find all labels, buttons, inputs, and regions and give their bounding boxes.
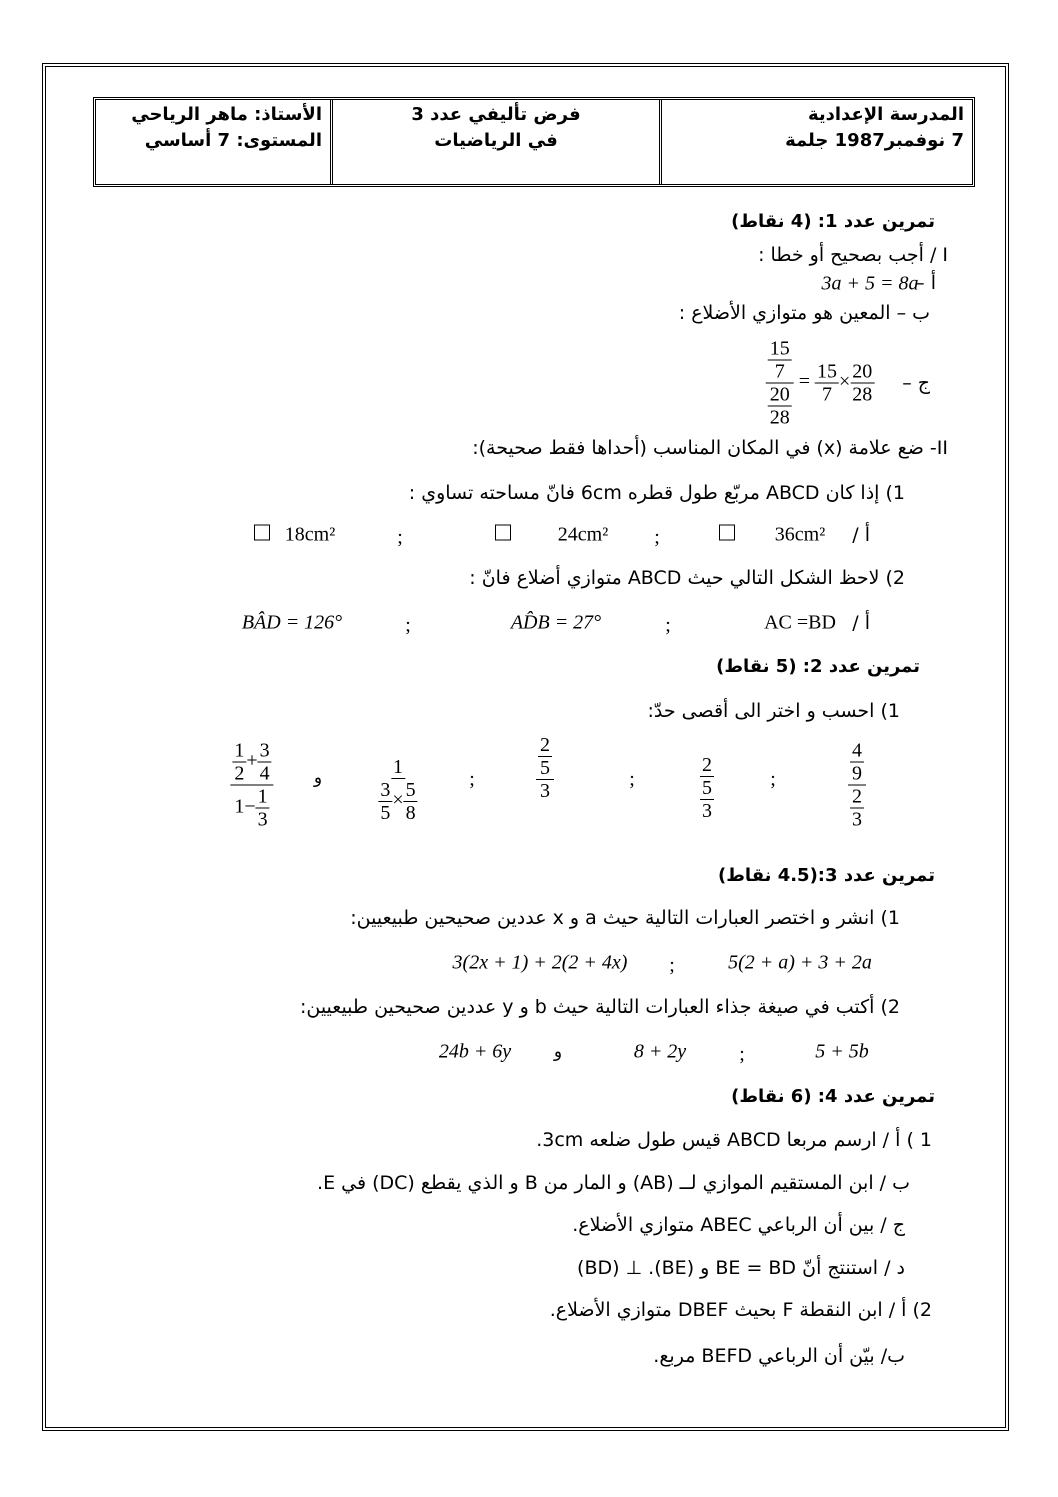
class-level: المستوى: 7 أساسي xyxy=(144,130,322,151)
fraction-2: $\frac{2}{\frac{5}{3}}$ xyxy=(702,754,712,822)
separator: ; xyxy=(469,768,475,791)
ex1-q1-label: أ / xyxy=(852,524,870,546)
ex2-q1: 1) احسب و اختر الى أقصى حدّ: xyxy=(647,700,900,722)
checkbox-24cm2[interactable] xyxy=(495,524,511,547)
ex1-q1: 1) إذا كان ABCD مربّع طول قطره 6cm فانّ مساحته تساوي : xyxy=(408,482,905,504)
ex1-c-label: ج – xyxy=(902,372,930,394)
expression: 3(2x + 1) + 2(2 + 4x) xyxy=(452,951,628,974)
checkbox-36cm2[interactable] xyxy=(719,524,735,547)
ex3-q1: 1) انشر و اختصر العبارات التالية حيث a و x عددين صحيحين طبيعيين: xyxy=(350,907,900,929)
expression: 8 + 2y xyxy=(633,1040,687,1063)
ex3-q2: 2) أكتب في صيغة جذاء العبارات التالية حيث b و y عددين صحيحين طبيعيين: xyxy=(299,996,900,1018)
fraction-3: $\frac{\frac{2}{5}}{3}$ xyxy=(536,734,554,802)
ex4-line: ب/ بيّن أن الرباعي BEFD مربع. xyxy=(653,1345,905,1367)
expression: 5(2 + a) + 3 + 2a xyxy=(728,951,872,974)
exercise-2-title: تمرين عدد 2: (5 نقاط) xyxy=(716,656,920,677)
ex1-a-expression: 3a + 5 = 8a xyxy=(821,272,919,295)
fraction-5: $\frac{1}{2}$ + $\frac{3}{4}$ 1− $\frac{1}{3}$ xyxy=(230,740,273,831)
ex4-line: ج / بين أن الرباعي ABEC متوازي الأضلاع. xyxy=(572,1214,905,1236)
exam-subject: في الرياضيات xyxy=(434,130,558,151)
ex1-b-statement: ب – المعين هو متوازي الأضلاع : xyxy=(678,302,930,324)
option-18cm2: 18cm² xyxy=(284,523,336,546)
separator: ; xyxy=(739,1043,745,1066)
separator: ; xyxy=(770,768,776,791)
separator: ; xyxy=(665,614,671,637)
ex4-line: 2) أ / ابن النقطة F بحيث DBEF متوازي الأضلاع. xyxy=(549,1299,932,1321)
ex1-a-label: أ – xyxy=(915,272,936,294)
and-word: و xyxy=(313,768,323,788)
exercise-1-title: تمرين عدد 1: (4 نقاط) xyxy=(731,211,935,232)
compound-fraction: $\frac{\frac{15}{7}}{\frac{20}{28}}$ xyxy=(766,338,794,429)
separator: ; xyxy=(629,768,635,791)
header-teacher-cell xyxy=(96,100,330,184)
teacher-name: الأستاذ: ماهر الرياحي xyxy=(131,104,322,125)
date-place: 7 نوفمبر1987 جلمة xyxy=(785,130,964,151)
header-table xyxy=(93,97,975,187)
fraction-1: $\frac{\frac{4}{9}}{\frac{2}{3}}$ xyxy=(848,740,866,831)
header-school-cell xyxy=(659,100,972,184)
exam-title: فرض تأليفي عدد 3 xyxy=(411,104,581,125)
school-name: المدرسة الإعدادية xyxy=(808,104,964,125)
ex1-part1-instruction: I / أجب بصحيح أو خطا : xyxy=(758,244,948,266)
and-word: و xyxy=(553,1042,563,1062)
ex1-c-equation: $\frac{\frac{15}{7}}{\frac{20}{28}}$ = $\frac{15}{7}$ × $\frac{20}{28}$ xyxy=(766,338,875,429)
ex1-q2: 2) لاحظ الشكل التالي حيث ABCD متوازي أضلاع فانّ : xyxy=(469,567,905,589)
ex1-q2-label: أ / xyxy=(852,612,870,634)
expression: 24b + 6y xyxy=(438,1040,512,1063)
ex4-line: 1 ) أ / ارسم مربعا ABCD قيس طول ضلعه 3cm. xyxy=(536,1129,932,1151)
expression: 5 + 5b xyxy=(815,1040,869,1063)
fraction-4: 1 $\frac{3}{5}$ × $\frac{5}{8}$ xyxy=(380,756,416,824)
exercise-4-title: تمرين عدد 4: (6 نقاط) xyxy=(731,1086,935,1107)
separator: ; xyxy=(669,954,675,977)
option-24cm2: 24cm² xyxy=(557,523,609,546)
separator: ; xyxy=(405,614,411,637)
ex4-line: ب / ابن المستقيم الموازي لــ (AB) و المار من B و الذي يقطع (DC) في E. xyxy=(317,1172,910,1194)
checkbox-18cm2[interactable] xyxy=(254,524,270,547)
separator: ; xyxy=(397,526,403,549)
option-36cm2: 36cm² xyxy=(774,523,826,546)
header-title-cell xyxy=(330,100,659,184)
option-angle-adb: AD̂B = 27° xyxy=(510,611,602,634)
option-ac-equals-bd: AC =BD xyxy=(764,611,836,634)
separator: ; xyxy=(654,526,660,549)
option-angle-bad: BÂD = 126° xyxy=(241,611,343,634)
ex1-part2-instruction: II- ضع علامة (x) في المكان المناسب (أحداها فقط صحيحة): xyxy=(472,437,948,459)
exercise-3-title: تمرين عدد 3:(4.5 نقاط) xyxy=(718,865,935,886)
ex4-line: د / استنتج أنّ BE = BD و (BE). ⊥ (BD) xyxy=(577,1257,905,1279)
